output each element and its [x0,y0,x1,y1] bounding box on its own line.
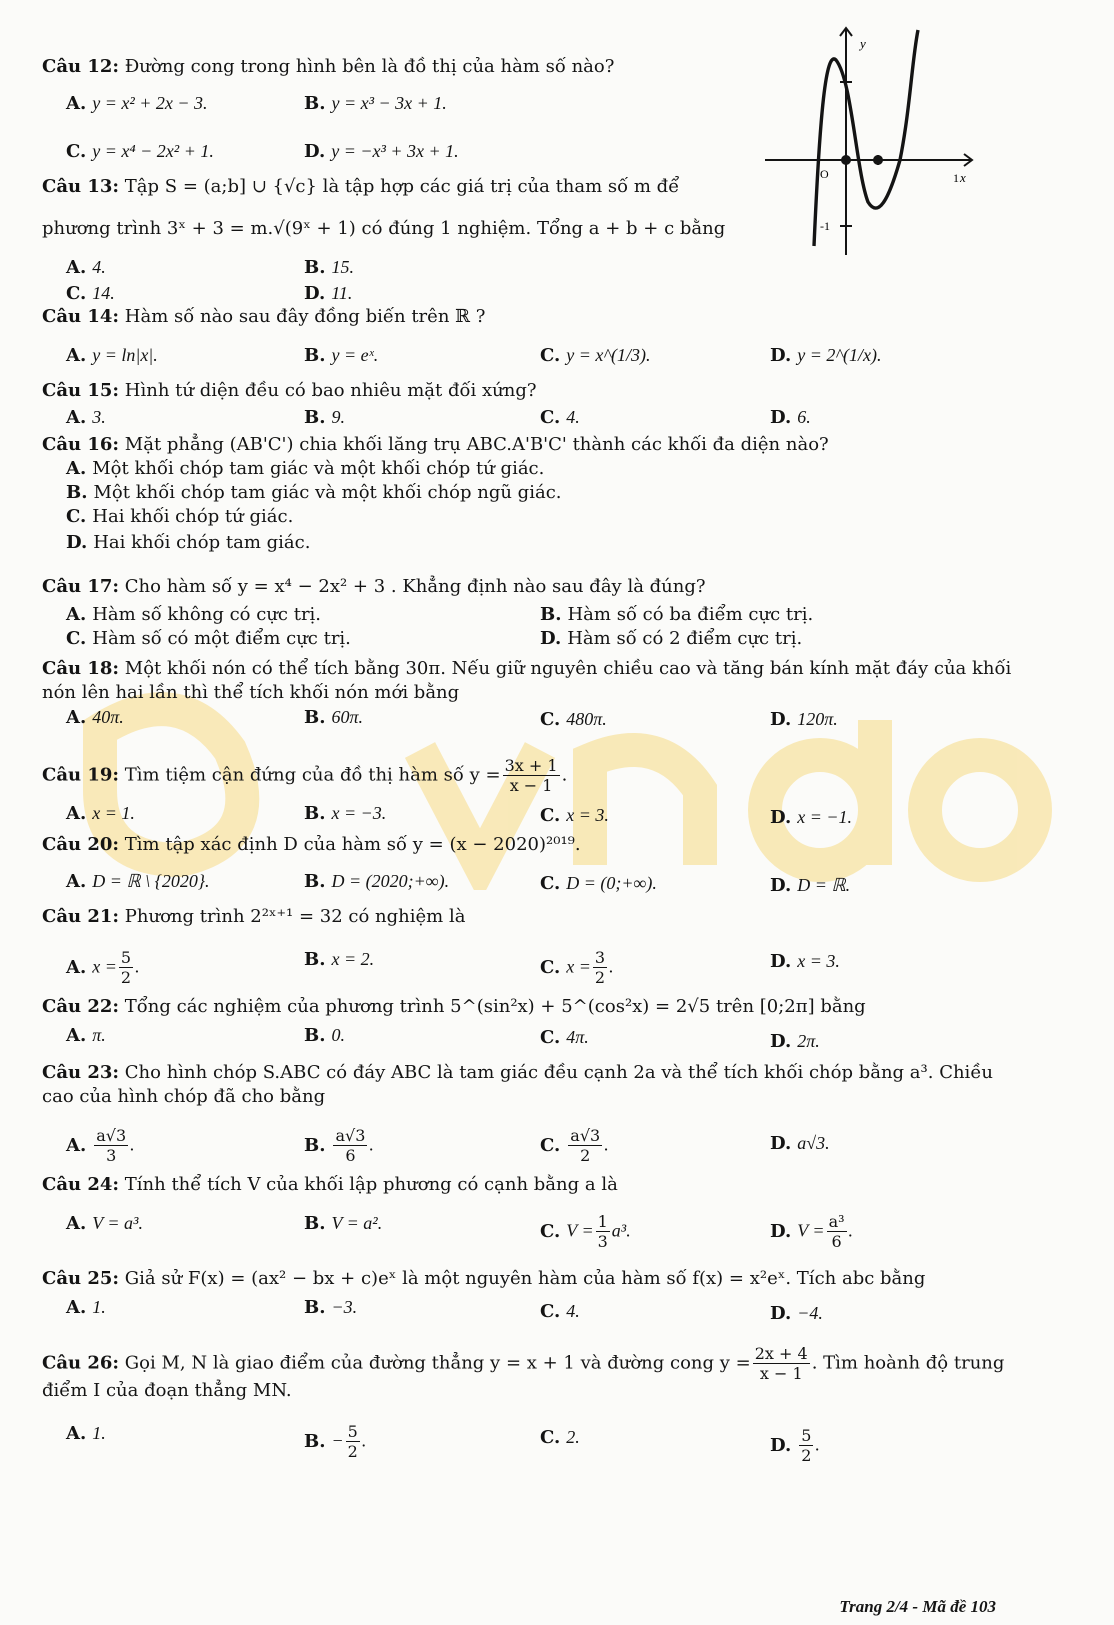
option-value: 4. [566,407,580,427]
option-value: V = [797,1220,825,1241]
question-text: Cho hình chóp S.ABC có đáy ABC là tam giác đều cạnh 2a và thể tích khối chóp bằng a³. Chiều [124,1062,993,1083]
option-key: A. [66,1423,87,1444]
option-value: 11. [331,283,353,303]
answer-option[interactable] [304,1296,357,1319]
answer-option[interactable] [770,406,811,429]
question-label: Câu 26: [42,1352,120,1374]
fraction-numerator: a³ [828,1212,845,1231]
option-key: B. [304,803,326,824]
option-key: C. [66,141,87,162]
question-text: Tìm tiệm cận đứng của đồ thị hàm số y = [124,764,501,786]
function-graph [760,20,980,260]
answer-option[interactable] [304,870,449,893]
option-key: D. [770,1220,792,1242]
answer-option[interactable] [304,92,447,115]
answer-option[interactable] [66,482,562,504]
fraction [799,1426,813,1465]
option-value: 120π. [797,709,838,729]
answer-option[interactable] [66,1126,135,1165]
option-key: D. [770,1434,792,1456]
question-text: Gọi M, N là giao điểm của đường thẳng y = x + 1 và đường cong y = [124,1352,751,1374]
fraction [568,1126,602,1165]
option-value: x = 1. [92,803,135,823]
answer-option[interactable] [66,802,135,825]
question-23-stem [42,1062,993,1084]
answer-option[interactable] [66,870,210,893]
question-label: Câu 13: [42,176,120,197]
answer-option[interactable] [304,1024,345,1047]
fraction-numerator: 1 [597,1212,608,1231]
answer-option[interactable] [66,282,115,305]
y-axis-label: y [860,36,866,51]
question-26-continuation: điểm I của đoạn thẳng MN. [42,1380,292,1401]
answer-option[interactable] [770,1302,823,1325]
question-label: Câu 16: [42,434,120,455]
answer-option[interactable] [66,1296,106,1319]
option-value: Một khối chóp tam giác và một khối chóp tứ giác. [92,458,545,479]
answer-option[interactable] [770,806,852,829]
question-19-stem [42,756,567,795]
option-key: A. [66,1134,87,1156]
answer-option[interactable] [66,706,124,729]
option-value: D = ℝ \ {2020}. [92,871,210,891]
option-key: C. [540,1301,561,1322]
option-key: C. [540,1427,561,1448]
option-value: D = (2020;+∞). [331,871,450,891]
fraction-denominator: 2 [347,1442,358,1461]
answer-option[interactable] [540,872,657,895]
fraction [596,1212,610,1251]
option-value: y = −x³ + 3x + 1. [331,141,459,161]
fraction-numerator: a√3 [96,1126,127,1145]
option-value: D = ℝ. [797,875,851,895]
option-key: A. [66,871,87,892]
question-label: Câu 12: [42,56,120,77]
option-value: − [331,1430,344,1451]
x-axis-label: x [960,170,966,185]
option-key: A. [66,1025,87,1046]
option-value: y = x⁴ − 2x² + 1. [92,141,214,161]
option-key: B. [304,257,326,278]
fraction-numerator: 3x + 1 [504,756,558,775]
answer-option[interactable] [66,1422,106,1445]
option-key: A. [66,803,87,824]
answer-option[interactable] [770,344,881,367]
answer-option[interactable] [304,344,378,367]
option-key: D. [304,283,326,304]
fraction-denominator: x − 1 [509,776,553,795]
option-value: 2π. [797,1031,820,1051]
answer-option[interactable] [770,1426,820,1465]
option-key: D. [770,709,792,730]
option-tail: . [604,1134,609,1155]
fraction [593,948,607,987]
answer-option[interactable] [540,628,802,650]
question-text-after: . [561,764,568,786]
option-value: 1. [92,1297,106,1317]
option-key: D. [770,1303,792,1324]
answer-option[interactable] [66,256,106,279]
question-15-stem [42,380,537,402]
option-value: Hàm số không có cực trị. [92,604,322,625]
fraction-denominator: 2 [801,1446,812,1465]
option-key: C. [540,1220,561,1242]
question-18-stem [42,658,1011,680]
option-key: B. [304,93,326,114]
option-key: B. [304,871,326,892]
fraction-numerator: 5 [120,948,132,967]
option-value: −3. [331,1297,358,1317]
option-key: B. [304,407,326,428]
question-20-stem [42,834,581,856]
option-key: C. [540,345,561,366]
fraction-numerator: a√3 [570,1126,601,1145]
question-fraction [503,756,560,795]
question-26-stem [42,1344,1004,1383]
option-key: C. [540,1027,561,1048]
option-value: y = x² + 2x − 3. [92,93,208,113]
question-label: Câu 20: [42,834,120,855]
option-key: A. [66,345,87,366]
option-value: y = x³ − 3x + 1. [331,93,447,113]
answer-option[interactable] [770,1132,830,1155]
question-text: Mặt phẳng (AB'C') chia khối lăng trụ ABC.A'B'C' thành các khối đa diện nào? [124,434,829,455]
fraction-numerator: 5 [347,1422,358,1441]
option-tail: . [609,956,614,977]
option-value: x = [566,956,591,977]
answer-option[interactable] [770,1030,820,1053]
option-value: y = 2^(1/x). [797,345,882,365]
fraction-denominator: 6 [345,1146,356,1165]
question-label: Câu 21: [42,906,120,927]
option-value: x = 3. [797,951,840,971]
fraction [94,1126,128,1165]
question-17-stem [42,576,706,598]
option-tail: . [130,1134,135,1155]
answer-option[interactable] [770,708,838,731]
option-key: C. [540,956,561,978]
option-key: B. [304,1430,326,1452]
question-label: Câu 18: [42,658,120,679]
option-key: A. [66,1297,87,1318]
answer-option[interactable] [304,1212,382,1235]
answer-option[interactable] [66,344,158,367]
answer-option[interactable] [304,802,386,825]
answer-option[interactable] [66,1212,143,1235]
option-key: C. [540,709,561,730]
fraction-numerator: 3 [594,948,606,967]
option-value: 0. [331,1025,345,1045]
option-value: Hàm số có ba điểm cực trị. [567,604,814,625]
question-24-stem [42,1174,618,1196]
answer-option[interactable] [304,406,345,429]
question-label: Câu 14: [42,306,120,327]
option-tail: . [848,1220,854,1241]
option-value: 1. [92,1423,106,1443]
option-tail: a³. [611,1220,631,1241]
option-value: Một khối chóp tam giác và một khối chóp ngũ giác. [93,482,562,503]
option-tail: . [361,1430,367,1451]
question-label: Câu 17: [42,576,120,597]
option-key: B. [304,1213,326,1234]
answer-option[interactable] [66,92,208,115]
option-key: B. [304,1134,326,1156]
question-text: Một khối nón có thể tích bằng 30π. Nếu giữ nguyên chiều cao và tăng bán kính mặt đáy của khối [124,658,1012,679]
option-value: x = −3. [331,803,387,823]
option-value: 4. [566,1301,580,1321]
option-key: B. [66,482,88,503]
answer-option[interactable] [304,1126,374,1165]
question-14-stem [42,306,485,328]
y-tick-label: -1 [820,219,830,233]
question-text: Tìm tập xác định D của hàm số y = (x − 2020)²⁰¹⁹. [124,834,581,855]
question-text: Giả sử F(x) = (ax² − bx + c)eˣ là một nguyên hàm của hàm số f(x) = x²eˣ. Tích abc bằng [124,1268,926,1289]
option-value: 4π. [566,1027,589,1047]
answer-option[interactable] [540,708,607,731]
option-value: x = −1. [797,807,853,827]
page-footer: Trang 2/4 - Mã đề 103 [839,1597,996,1616]
option-value: x = 2. [331,949,375,969]
answer-option[interactable] [66,406,106,429]
option-value: V = a³. [92,1213,143,1233]
answer-option[interactable] [304,140,459,163]
question-13-stem [42,176,679,198]
option-key: D. [66,532,88,553]
option-value: y = eˣ. [331,345,379,365]
option-value: Hai khối chóp tam giác. [93,532,311,553]
question-label: Câu 15: [42,380,120,401]
answer-option[interactable] [540,804,609,827]
question-text: Cho hàm số y = x⁴ − 2x² + 3 . Khẳng định nào sau đây là đúng? [124,576,706,597]
fraction [119,948,133,987]
question-text: Hình tứ diện đều có bao nhiêu mặt đối xứng? [124,380,537,401]
option-value: Hàm số có 2 điểm cực trị. [567,628,803,649]
answer-option[interactable] [304,1422,366,1461]
answer-option[interactable] [66,532,310,554]
answer-option[interactable] [540,1126,609,1165]
option-key: A. [66,458,87,479]
option-value: 60π. [331,707,364,727]
option-value: Hàm số có một điểm cực trị. [92,628,351,649]
question-text: Hàm số nào sau đây đồng biến trên ℝ ? [124,306,486,327]
option-value: x = [92,956,117,977]
fraction [346,1422,360,1461]
option-key: C. [540,1134,561,1156]
fraction [333,1126,367,1165]
question-fraction [753,1344,810,1383]
option-key: D. [770,875,792,896]
answer-option[interactable] [540,406,580,429]
answer-option[interactable] [540,1212,631,1251]
question-22-stem [42,996,866,1018]
option-key: B. [540,604,562,625]
option-key: A. [66,1213,87,1234]
fraction-denominator: x − 1 [759,1364,803,1383]
option-value: −4. [797,1303,823,1323]
answer-option[interactable] [66,604,321,626]
option-key: A. [66,407,87,428]
option-value: 15. [331,257,354,277]
question-text: Phương trình 2²ˣ⁺¹ = 32 có nghiệm là [124,906,466,927]
question-16-stem [42,434,829,456]
option-key: D. [770,1133,792,1154]
option-value: 9. [331,407,345,427]
fraction-numerator: a√3 [335,1126,366,1145]
option-value: y = x^(1/3). [566,345,651,365]
option-value: Hai khối chóp tứ giác. [92,506,294,527]
answer-option[interactable] [540,344,651,367]
fraction-denominator: 2 [580,1146,591,1165]
option-key: A. [66,707,87,728]
answer-option[interactable] [304,948,374,971]
answer-option[interactable] [66,506,293,528]
option-value: 14. [92,283,115,303]
fraction-denominator: 6 [831,1232,842,1251]
question-label: Câu 22: [42,996,120,1017]
option-tail: . [815,1434,820,1455]
option-key: C. [540,873,561,894]
option-value: y = ln|x|. [92,345,158,365]
x-tick-label: 1 [953,171,959,185]
answer-option[interactable] [304,282,352,305]
option-key: D. [540,628,562,649]
option-tail: . [369,1134,374,1155]
answer-option[interactable] [66,1024,106,1047]
answer-option[interactable] [66,458,544,480]
option-key: C. [66,628,87,649]
question-18-continuation: nón lên hai lần thì thể tích khối nón mới bằng [42,682,460,703]
answer-option[interactable] [66,948,140,987]
answer-option[interactable] [770,950,840,973]
option-value: 480π. [566,709,607,729]
question-label: Câu 23: [42,1062,120,1083]
fraction-numerator: 5 [801,1426,812,1445]
question-text-after: . Tìm hoành độ trung [811,1352,1005,1374]
answer-option[interactable] [770,1212,853,1251]
option-value: 6. [797,407,811,427]
question-text: Tổng các nghiệm của phương trình 5^(sin²x) + 5^(cos²x) = 2√5 trên [0;2π] bằng [124,996,866,1017]
option-key: A. [66,93,87,114]
option-key: C. [66,283,87,304]
answer-option[interactable] [66,140,214,163]
fraction-denominator: 2 [594,968,606,987]
option-value: D = (0;+∞). [566,873,657,893]
option-key: D. [304,141,326,162]
answer-option[interactable] [540,604,813,626]
option-key: C. [66,506,87,527]
question-25-stem [42,1268,925,1290]
option-key: C. [540,407,561,428]
answer-option[interactable] [304,256,354,279]
question-label: Câu 24: [42,1174,120,1195]
fraction-denominator: 3 [106,1146,117,1165]
option-key: B. [304,707,326,728]
fraction-numerator: 2x + 4 [754,1344,808,1363]
answer-option[interactable] [540,1026,589,1049]
answer-option[interactable] [66,628,351,650]
fraction-denominator: 2 [120,968,132,987]
answer-option[interactable] [540,1426,580,1449]
question-label: Câu 19: [42,764,120,786]
fraction [827,1212,847,1251]
option-value: 2. [566,1427,580,1447]
answer-option[interactable] [304,706,363,729]
option-key: B. [304,345,326,366]
question-text: Đường cong trong hình bên là đồ thị của hàm số nào? [124,56,615,77]
question-text: Tập S = (a;b] ∪ {√c} là tập hợp các giá trị của tham số m để [124,176,680,197]
question-12-stem [42,56,614,78]
answer-option[interactable] [770,874,850,897]
option-value: 3. [92,407,106,427]
option-key: D. [770,951,792,972]
option-key: A. [66,604,87,625]
origin-label: O [820,167,829,181]
question-13-continuation: phương trình 3ˣ + 3 = m.√(9ˣ + 1) có đúng 1 nghiệm. Tổng a + b + c bằng [42,218,726,239]
option-key: D. [770,807,792,828]
option-key: D. [770,345,792,366]
option-key: D. [770,1031,792,1052]
option-key: C. [540,805,561,826]
option-value: V = [566,1220,594,1241]
option-key: B. [304,1025,326,1046]
option-value: π. [92,1025,106,1045]
option-value: a√3. [797,1133,830,1153]
option-key: B. [304,949,326,970]
option-value: 40π. [92,707,124,727]
option-key: D. [770,407,792,428]
option-key: A. [66,257,87,278]
question-text: Tính thể tích V của khối lập phương có cạnh bằng a là [124,1174,618,1195]
option-value: 4. [92,257,106,277]
question-label: Câu 25: [42,1268,120,1289]
option-value: x = 3. [566,805,609,825]
fraction-denominator: 3 [597,1232,608,1251]
question-21-stem [42,906,465,928]
curve [814,30,918,246]
question-23-continuation: cao của hình chóp đã cho bằng [42,1086,326,1107]
option-tail: . [135,956,140,977]
option-key: A. [66,956,87,978]
option-key: B. [304,1297,326,1318]
answer-option[interactable] [540,1300,580,1323]
option-value: V = a². [331,1213,383,1233]
answer-option[interactable] [540,948,614,987]
